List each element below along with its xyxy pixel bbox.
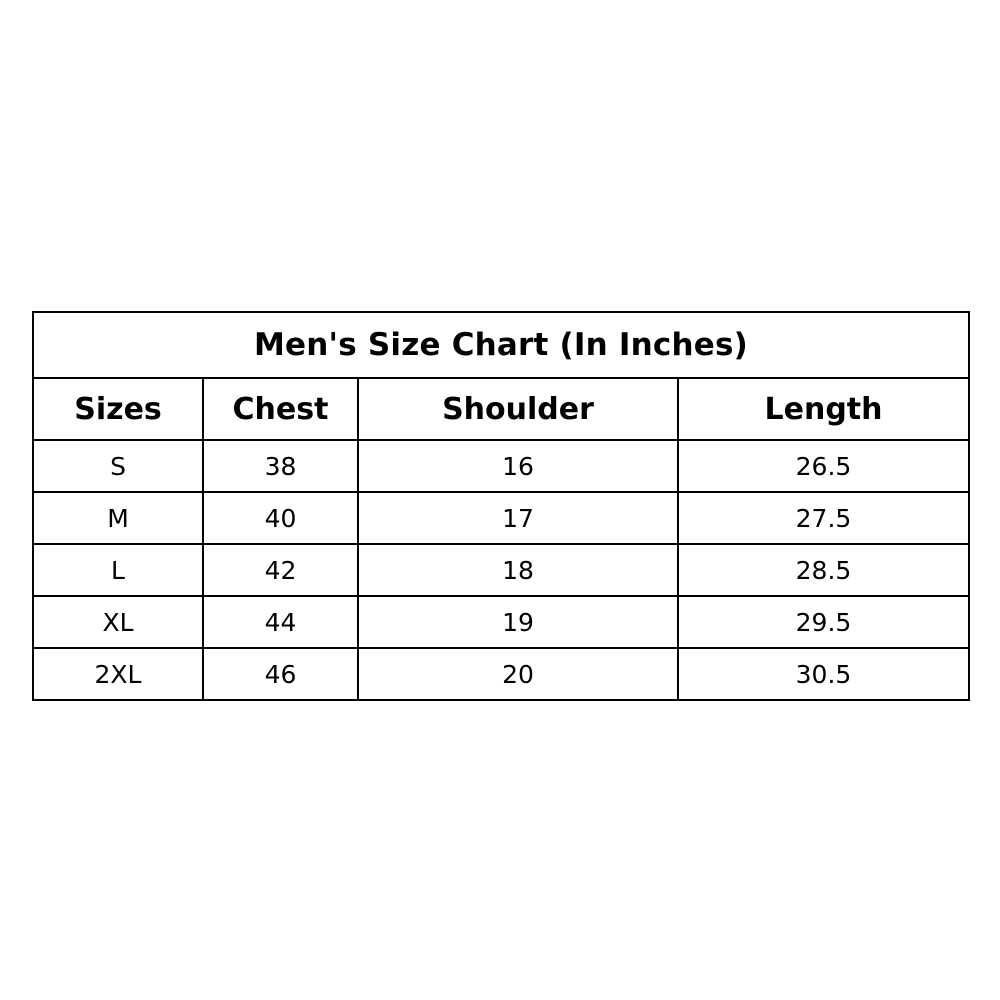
table-row	[33, 440, 969, 492]
cell-size: L	[33, 544, 203, 596]
table-header-row	[33, 378, 969, 440]
column-header-shoulder: Shoulder	[358, 378, 678, 440]
cell-length: 28.5	[678, 544, 969, 596]
cell-chest: 44	[203, 596, 358, 648]
cell-size: S	[33, 440, 203, 492]
table-row	[33, 648, 969, 700]
cell-chest: 40	[203, 492, 358, 544]
cell-size: XL	[33, 596, 203, 648]
column-header-length: Length	[678, 378, 969, 440]
page-title: Men's Size Chart (In Inches)	[33, 312, 969, 378]
cell-shoulder: 20	[358, 648, 678, 700]
cell-length: 30.5	[678, 648, 969, 700]
table-title-row	[33, 312, 969, 378]
cell-length: 29.5	[678, 596, 969, 648]
cell-size: M	[33, 492, 203, 544]
table-row	[33, 492, 969, 544]
cell-length: 27.5	[678, 492, 969, 544]
cell-size: 2XL	[33, 648, 203, 700]
size-chart-container	[32, 311, 968, 701]
cell-shoulder: 18	[358, 544, 678, 596]
column-header-chest: Chest	[203, 378, 358, 440]
table-row	[33, 596, 969, 648]
cell-chest: 38	[203, 440, 358, 492]
cell-shoulder: 19	[358, 596, 678, 648]
size-chart-table	[32, 311, 970, 701]
cell-chest: 42	[203, 544, 358, 596]
cell-shoulder: 16	[358, 440, 678, 492]
table-row	[33, 544, 969, 596]
cell-shoulder: 17	[358, 492, 678, 544]
cell-length: 26.5	[678, 440, 969, 492]
cell-chest: 46	[203, 648, 358, 700]
column-header-sizes: Sizes	[33, 378, 203, 440]
